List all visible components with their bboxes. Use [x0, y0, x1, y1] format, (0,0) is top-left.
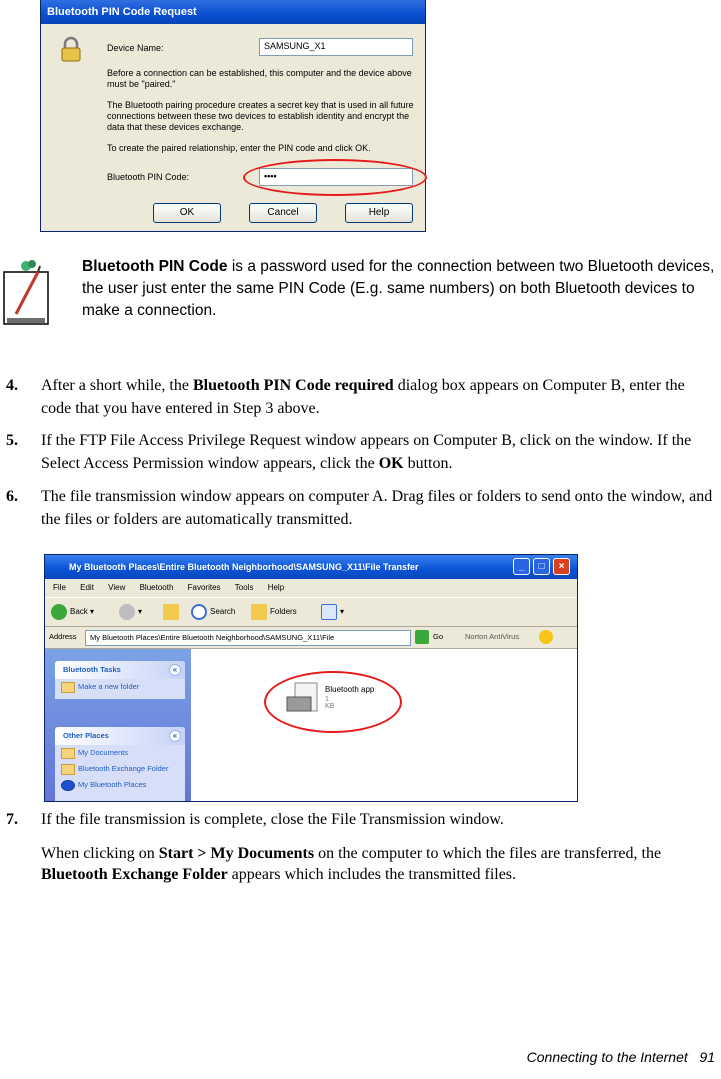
menu-tools[interactable]: Tools — [234, 583, 254, 592]
step-7-number: 7. — [6, 811, 18, 828]
other-places-header[interactable] — [55, 727, 185, 745]
paragraph-pairing: The Bluetooth pairing procedure creates a secret key that is used in all future connections between these two devices to establish identity and encrypt the data that these devices exchange. — [107, 100, 414, 132]
place-exchange-folder[interactable] — [55, 761, 185, 777]
folders-button[interactable] — [251, 604, 297, 620]
bluetooth-icon — [61, 780, 75, 791]
step-7-p-bold1: Start > My Documents — [158, 845, 315, 862]
step-7-paragraph — [41, 843, 717, 885]
highlight-oval — [243, 159, 427, 196]
lock-icon — [59, 36, 83, 62]
menu-file[interactable]: File — [53, 583, 66, 592]
up-folder-button[interactable] — [163, 604, 182, 620]
bluetooth-tasks-title: Bluetooth Tasks — [63, 665, 121, 674]
step-5-pre: If the FTP File Access Privilege Request window appears on Computer B, click on the window. If the Select Access Permission window appears, click the — [41, 432, 692, 472]
folders-icon — [251, 604, 267, 620]
help-button[interactable]: Help — [345, 203, 413, 223]
step-5-bold: OK — [378, 455, 404, 472]
place-bluetooth-places[interactable] — [55, 777, 185, 793]
back-label: Back — [70, 607, 88, 617]
go-arrow-icon[interactable] — [415, 630, 429, 644]
page-footer: Connecting to the Internet 91 — [526, 1049, 715, 1065]
search-icon — [191, 604, 207, 620]
note-bold: Bluetooth PIN Code — [82, 258, 228, 275]
step-7-p-bold2: Bluetooth Exchange Folder — [41, 866, 228, 883]
back-button[interactable]: Back ▾ — [51, 604, 94, 620]
step-4-bold: Bluetooth PIN Code required — [192, 377, 394, 394]
menu-view[interactable]: View — [108, 583, 126, 592]
step-4-post: dialog box appears on Computer B, enter the code that you have entered in Step 3 above. — [41, 377, 685, 417]
minimize-button[interactable]: _ — [513, 558, 530, 575]
device-name-label: Device Name: — [107, 43, 164, 53]
note-text — [82, 256, 718, 322]
menu-bluetooth[interactable]: Bluetooth — [139, 583, 174, 592]
search-label: Search — [210, 607, 236, 617]
views-button[interactable]: ▾ — [321, 604, 344, 620]
step-7-text: If the file transmission is complete, close the File Transmission window. — [41, 811, 504, 828]
pin-label: Bluetooth PIN Code: — [107, 172, 190, 182]
paragraph-instruction: To create the paired relationship, enter the PIN code and click OK. — [107, 143, 371, 153]
address-label: Address — [49, 632, 77, 641]
step-5-number: 5. — [6, 432, 18, 449]
paragraph-paired: Before a connection can be established, this computer and the device above must be "paired." — [107, 68, 412, 89]
place-bluetooth-places-label: My Bluetooth Places — [78, 780, 147, 789]
device-name-field: SAMSUNG_X1 — [259, 38, 413, 56]
norton-icon[interactable] — [539, 630, 553, 644]
place-my-documents[interactable] — [55, 745, 185, 761]
up-folder-icon — [163, 604, 179, 620]
menu-help[interactable]: Help — [267, 583, 285, 592]
forward-arrow-icon — [119, 604, 135, 620]
highlight-oval — [264, 671, 402, 733]
maximize-button[interactable]: □ — [533, 558, 550, 575]
folder-icon — [61, 682, 75, 693]
step-6-text: The file transmission window appears on computer A. Drag files or folders to send onto the window, and the files or folders are automatically transmitted. — [41, 488, 713, 528]
ok-button[interactable]: OK — [153, 203, 221, 223]
pin-input[interactable]: •••• — [259, 168, 413, 186]
step-7-p-text2: on the computer to which the files are transferred, the — [314, 845, 662, 862]
go-label[interactable]: Go — [433, 632, 444, 641]
toolbar — [45, 597, 577, 627]
pin-code-dialog — [40, 0, 426, 232]
dialog-title: Bluetooth PIN Code Request — [41, 0, 425, 24]
window-title: My Bluetooth Places\Entire Bluetooth Neighborhood\SAMSUNG_X11\File Transfer — [45, 555, 577, 579]
bluetooth-tasks-header[interactable] — [55, 661, 185, 679]
address-bar — [45, 627, 577, 649]
search-button[interactable] — [191, 604, 235, 620]
file-size: 1 KB — [325, 696, 335, 710]
step-7-p-text3: appears which includes the transmitted files. — [227, 866, 517, 883]
folder-icon — [61, 764, 75, 775]
step-6-number: 6. — [6, 488, 18, 505]
step-4-number: 4. — [6, 377, 18, 394]
note-body: is a password used for the connection between two Bluetooth devices, the user just enter the same PIN Code (E.g. same numbers) on both Bluetooth devices to make a connection. — [82, 258, 715, 319]
cancel-button[interactable]: Cancel — [249, 203, 317, 223]
file-name: Bluetooth app — [325, 685, 375, 694]
collapse-chevron-icon[interactable]: « — [169, 664, 181, 676]
norton-label[interactable]: Norton AntiVirus — [465, 632, 520, 641]
menu-edit[interactable]: Edit — [80, 583, 94, 592]
close-button[interactable]: × — [553, 558, 570, 575]
folder-icon — [61, 748, 75, 759]
task-new-folder-label: Make a new folder — [78, 682, 140, 691]
forward-button[interactable]: ▾ — [119, 604, 142, 620]
step-5-post: button. — [403, 455, 453, 472]
note-pencil-icon — [2, 258, 52, 328]
bluetooth-tasks-panel — [55, 661, 185, 699]
step-4-text — [41, 374, 717, 420]
folders-label: Folders — [270, 607, 297, 617]
file-transfer-window — [44, 554, 578, 802]
place-exchange-folder-label: Bluetooth Exchange Folder — [78, 764, 169, 773]
step-5-text — [41, 429, 721, 475]
back-arrow-icon — [51, 604, 67, 620]
menu-bar — [45, 579, 577, 597]
step-4-pre: After a short while, the — [41, 377, 193, 394]
menu-favorites[interactable]: Favorites — [187, 583, 221, 592]
other-places-title: Other Places — [63, 731, 109, 740]
other-places-panel — [55, 727, 185, 802]
address-field[interactable]: My Bluetooth Places\Entire Bluetooth Neighborhood\SAMSUNG_X11\File — [85, 630, 411, 646]
task-new-folder[interactable] — [55, 679, 185, 699]
task-pane — [45, 649, 191, 802]
views-icon — [321, 604, 337, 620]
step-7-p-text1: When clicking on — [41, 845, 159, 862]
collapse-chevron-icon[interactable]: « — [169, 730, 181, 742]
place-my-documents-label: My Documents — [78, 748, 129, 757]
